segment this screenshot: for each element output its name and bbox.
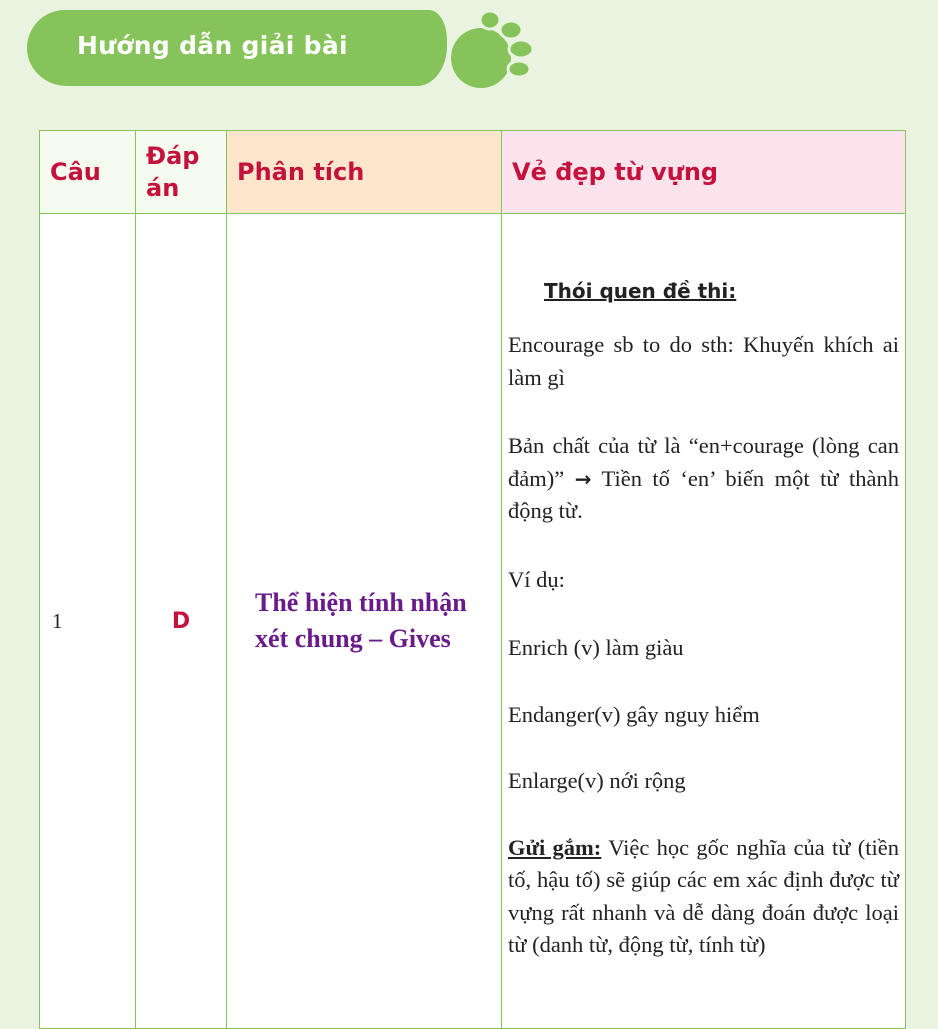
answer-table: [39, 130, 906, 1029]
section-banner: [27, 10, 447, 86]
advice-paragraph: [508, 832, 899, 962]
paw-print-icon: [445, 6, 540, 94]
cell-vocabulary: [502, 214, 906, 1029]
advice-label: Gửi gắm:: [508, 834, 602, 860]
header-dap-an-line2: án: [146, 174, 180, 202]
vocab-origin: [508, 430, 899, 528]
cell-question-number: 1: [40, 214, 136, 1029]
advice-text: Việc học gốc nghĩa của từ (tiền tố, hậu tố) sẽ giúp các em xác định được từ vựng rất nhanh và dễ dàng đoán được loại từ (danh từ, động từ, tính từ): [508, 834, 900, 957]
example-item: Enrich (v) làm giàu: [508, 635, 684, 660]
table-header-row: [40, 131, 906, 214]
header-cau: Câu: [40, 131, 136, 214]
cell-answer: D: [136, 214, 227, 1029]
table-row: [40, 214, 906, 1029]
example-label: Ví dụ:: [508, 566, 565, 592]
example-item: Enlarge(v) nới rộng: [508, 768, 686, 793]
header-dap-an: [136, 131, 227, 214]
header-ve-dep-tu-vung: Vẻ đẹp từ vựng: [502, 131, 906, 214]
example-item: Endanger(v) gây nguy hiểm: [508, 701, 760, 727]
cell-analysis: Thể hiện tính nhận xét chung – Gives: [227, 214, 502, 1029]
banner-title: Hướng dẫn giải bài: [77, 31, 348, 60]
arrow-right-icon: →: [574, 466, 592, 491]
vocab-origin-text: Bản chất của từ là “en+courage (lòng can đảm)”: [508, 433, 899, 491]
vocab-origin-result: Tiền tố ‘en’ biến một từ thành động từ.: [508, 465, 899, 523]
header-phan-tich: Phân tích: [227, 131, 502, 214]
vocab-definition: Encourage sb to do sth: Khuyến khích ai làm gì: [508, 332, 899, 390]
habit-title: Thói quen đề thi:: [544, 278, 737, 303]
header-dap-an-line1: Đáp: [146, 142, 200, 170]
